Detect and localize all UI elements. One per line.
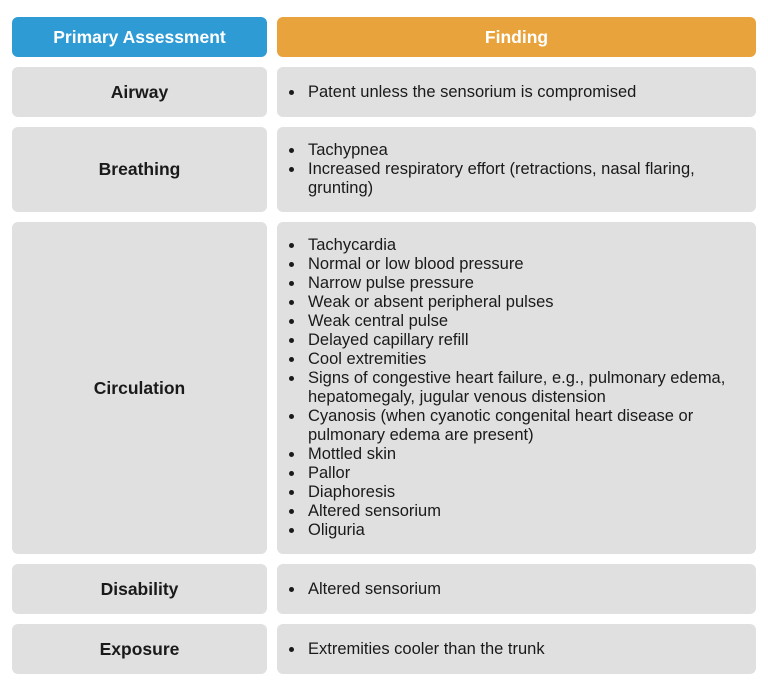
assessment-label-breathing xyxy=(12,127,267,212)
assessment-label-circulation xyxy=(12,222,267,554)
table-row-disability xyxy=(12,564,756,614)
assessment-label-airway xyxy=(12,67,267,117)
finding-cell-disability xyxy=(277,564,756,614)
finding-item: • Pallor xyxy=(305,464,734,483)
finding-cell-breathing xyxy=(277,127,756,212)
table-header-row xyxy=(12,17,756,57)
primary-assessment-header: Primary Assessment xyxy=(12,17,267,57)
table-row-breathing xyxy=(12,127,756,212)
finding-item: • Cyanosis (when cyanotic congenital heart disease or pulmonary edema are present) xyxy=(305,407,734,445)
finding-list xyxy=(291,640,545,659)
finding-header: Finding xyxy=(277,17,756,57)
assessment-label-text: Airway xyxy=(110,81,169,102)
table-row-exposure xyxy=(12,624,756,674)
finding-list xyxy=(291,236,734,540)
finding-list xyxy=(291,141,734,198)
finding-list xyxy=(291,580,441,599)
finding-item: • Delayed capillary refill xyxy=(305,331,734,350)
finding-item: • Normal or low blood pressure xyxy=(305,255,734,274)
assessment-label-text: Circulation xyxy=(93,377,186,398)
finding-item: • Oliguria xyxy=(305,521,734,540)
finding-cell-airway xyxy=(277,67,756,117)
assessment-label-disability xyxy=(12,564,267,614)
finding-item: • Narrow pulse pressure xyxy=(305,274,734,293)
table-row-airway xyxy=(12,67,756,117)
finding-item: • Extremities cooler than the trunk xyxy=(305,640,545,659)
assessment-label-text: Disability xyxy=(100,578,179,599)
finding-item: • Altered sensorium xyxy=(305,580,441,599)
assessment-label-text: Breathing xyxy=(98,159,181,179)
finding-item: • Signs of congestive heart failure, e.g., pulmonary edema, hepatomegaly, jugular venous distension xyxy=(305,369,734,407)
finding-item: • Weak or absent peripheral pulses xyxy=(305,293,734,312)
assessment-label-exposure xyxy=(12,624,267,674)
finding-item: • Tachypnea xyxy=(305,141,734,160)
finding-cell-exposure xyxy=(277,624,756,674)
finding-item: • Tachycardia xyxy=(305,236,734,255)
table-row-circulation xyxy=(12,222,756,554)
finding-item: • Cool extremities xyxy=(305,350,734,369)
finding-item: • Increased respiratory effort (retractions, nasal flaring, grunting) xyxy=(305,160,734,198)
assessment-label-text: Exposure xyxy=(99,638,180,659)
finding-list xyxy=(291,83,636,102)
finding-item: • Weak central pulse xyxy=(305,312,734,331)
finding-item: • Diaphoresis xyxy=(305,483,734,502)
finding-cell-circulation xyxy=(277,222,756,554)
finding-item: • Altered sensorium xyxy=(305,502,734,521)
finding-item: • Patent unless the sensorium is compromised xyxy=(305,83,636,102)
finding-item: • Mottled skin xyxy=(305,445,734,464)
